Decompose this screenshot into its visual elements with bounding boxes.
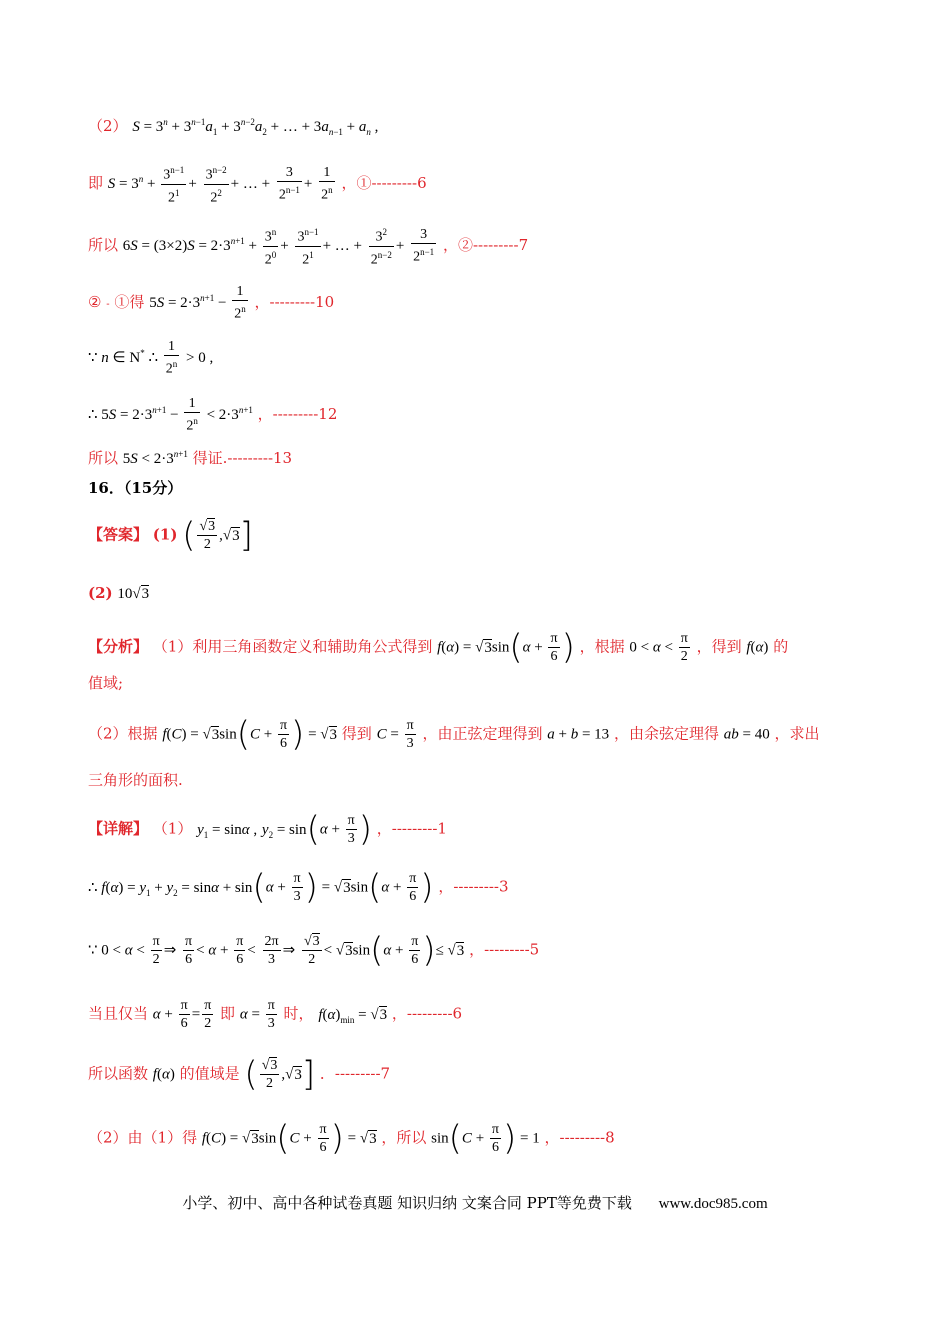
line-prefix: 所以 xyxy=(88,449,119,467)
footer-text: 小学、初中、高中各种试卷真题 知识归纳 文案合同 PPT等免费下载 xyxy=(182,1194,632,1212)
analysis-text: ，得到 xyxy=(696,637,742,656)
detail-line-4: 当且仅当 α + $\frac{\pi}{6}$ = $\frac{\pi}{2}$ 即 α = $\frac{\pi}{3}$ 时， $f(\alpha)_{min} = √3$ ，---------6 xyxy=(88,998,463,1031)
analysis-text: ，由正弦定理得到 xyxy=(422,724,543,743)
detail-text: 所以函数 xyxy=(88,1064,149,1083)
detail-part: （1） xyxy=(152,819,193,838)
answer-line-1: 【答案】 (1) ( $\frac{√3}{2}$ ,√3] xyxy=(88,515,253,556)
line-prefix: ② xyxy=(88,292,102,311)
analysis-text: 值域; xyxy=(88,674,124,692)
analysis-text: 得到 xyxy=(341,724,372,743)
detail-line-5: 所以函数 f(α) 的值域是 ( $\frac{√3}{2}$ ,√3] ．---------7 xyxy=(88,1054,391,1095)
step-tag: ，②---------7 xyxy=(442,236,529,255)
detail-text: 时， xyxy=(283,1004,314,1023)
step-tag: 得证.---------13 xyxy=(192,449,293,467)
detail-text: ，所以 xyxy=(381,1128,427,1147)
line-mid: ①得 xyxy=(114,292,145,311)
step-tag: ，---------10 xyxy=(254,292,335,311)
answer-part-1: (1) xyxy=(152,525,178,544)
step-tag: ，---------12 xyxy=(257,404,338,423)
part-label: （2） xyxy=(88,117,128,135)
answer-line-2: (2) 10√3 xyxy=(88,584,150,602)
proof-line-subtract: ② - ①得 $5S = 2\cdot 3^{n+1}$ − $\frac{1}{2^n}$ ，---------10 xyxy=(88,284,335,322)
step-tag: ，---------5 xyxy=(469,940,540,959)
analysis-line-1-cont xyxy=(88,676,123,691)
proof-line-therefore: ∴ $5S = 2\cdot 3^{n+1}$ − $\frac{1}{2^n}$ < $2\cdot 3^{n+1}$ ，---------12 xyxy=(88,396,338,434)
detail-text: 即 xyxy=(220,1004,236,1023)
detail-line-6: （2）由（1）得 f(C) = √3sin(C + $\frac{\pi}{6}$ ) = √3 ，所以 sin(C + $\frac{\pi}{6}$ ) = 1 ，---------8 xyxy=(88,1118,615,1159)
answer-label: 【答案】 xyxy=(88,525,149,544)
proof-line-equation-2: 所以 $6S = (3\times 2)S = 2\cdot 3^{n+1}$ + $\frac{3^n}{2^0}$ + $\frac{3^{n-1}}{2^1}$ + … + $\frac{3^2}{2^{n-2}}$ + $\frac{3}{2^{n-1}}$ ，②---------7 xyxy=(88,224,528,268)
analysis-line-2-cont xyxy=(88,773,183,788)
detail-text: 的值域是 xyxy=(179,1064,240,1083)
page-footer xyxy=(0,1192,950,1213)
proof-line-equation-1: 即 $S = 3^n$ + $\frac{3^{n-1}}{2^1}$ + $\frac{3^{n-2}}{2^2}$ + … + $\frac{3}{2^{n-1}}$ + $\frac{1}{2^n}$ ，①---------6 xyxy=(88,162,427,206)
step-tag: ．---------7 xyxy=(319,1064,391,1083)
analysis-text: （2）根据 xyxy=(88,724,158,743)
step-tag: ，---------6 xyxy=(391,1004,463,1023)
line-prefix: 所以 xyxy=(88,236,119,255)
answer-part-2: (2) xyxy=(88,584,113,602)
proof-line-s-definition: （2） $S = 3^n + 3^{n-1}a_1 + 3^{n-2}a_2$ + … + $3a_{n-1} + a_n$ , xyxy=(88,117,379,137)
analysis-text: 的 xyxy=(773,637,789,656)
proof-line-because: ∵ n ∈ N* ∴ $\frac{1}{2^n}$ > 0 , xyxy=(88,339,214,377)
analysis-text: 三角形的面积. xyxy=(88,771,183,789)
analysis-line-1: 【分析】 （1）利用三角函数定义和辅助角公式得到 f(α) = √3sin(α + $\frac{\pi}{6}$ ) ，根据 0 < α < $\frac{\pi}{2}$ ，得到 f(α) 的 xyxy=(88,627,789,668)
proof-line-conclusion: 所以 $5S < 2\cdot 3^{n+1}$ 得证.---------13 xyxy=(88,449,293,467)
detail-line-2: ∴ $f(\alpha) = y_1 + y_2 = \sin\alpha + \sin(\alpha$ + $\frac{\pi}{3}$ ) = √3sin(α + $\frac{\pi}{6}$ ) ，---------3 xyxy=(88,867,509,908)
detail-text: （2）由（1）得 xyxy=(88,1128,198,1147)
step-tag: ，---------3 xyxy=(438,877,509,896)
detail-line-3: ∵ 0 < α < $\frac{\pi}{2}$ ⇒ $\frac{\pi}{6}$ < α + $\frac{\pi}{6}$ < $\frac{2\pi}{3}$ ⇒ $\frac{√3}{2}$ < √3sin(α + $\frac{\pi}{6}$ )≤ √3 ，---------5 xyxy=(88,930,540,971)
analysis-line-2: （2）根据 f(C) = √3sin(C + $\frac{\pi}{6}$ ) = √3 得到 C = $\frac{\pi}{3}$ ，由正弦定理得到 a + b = 13 ，由余弦定理得 ab = 40 ，求出 xyxy=(88,714,820,755)
analysis-text: （1）利用三角函数定义和辅助角公式得到 xyxy=(152,637,433,656)
analysis-text: ，由余弦定理得 xyxy=(613,724,719,743)
line-prefix: 即 xyxy=(88,174,104,193)
detail-label: 【详解】 xyxy=(88,819,149,838)
detail-text: 当且仅当 xyxy=(88,1004,149,1023)
analysis-text: ，根据 xyxy=(579,637,625,656)
analysis-label: 【分析】 xyxy=(88,637,149,656)
question-number: 16．（15分） xyxy=(88,479,183,497)
step-tag: ，①---------6 xyxy=(341,174,427,193)
detail-line-1: 【详解】 （1） $y_1 = \sin\alpha$ , $y_2 = \sin(\alpha$ + $\frac{\pi}{3}$ ) ，---------1 xyxy=(88,809,447,850)
step-tag: ，---------8 xyxy=(544,1128,615,1147)
footer-url[interactable]: www.doc985.com xyxy=(658,1196,768,1212)
question-heading xyxy=(88,481,182,496)
analysis-text: ，求出 xyxy=(774,724,820,743)
step-tag: ，---------1 xyxy=(376,819,447,838)
